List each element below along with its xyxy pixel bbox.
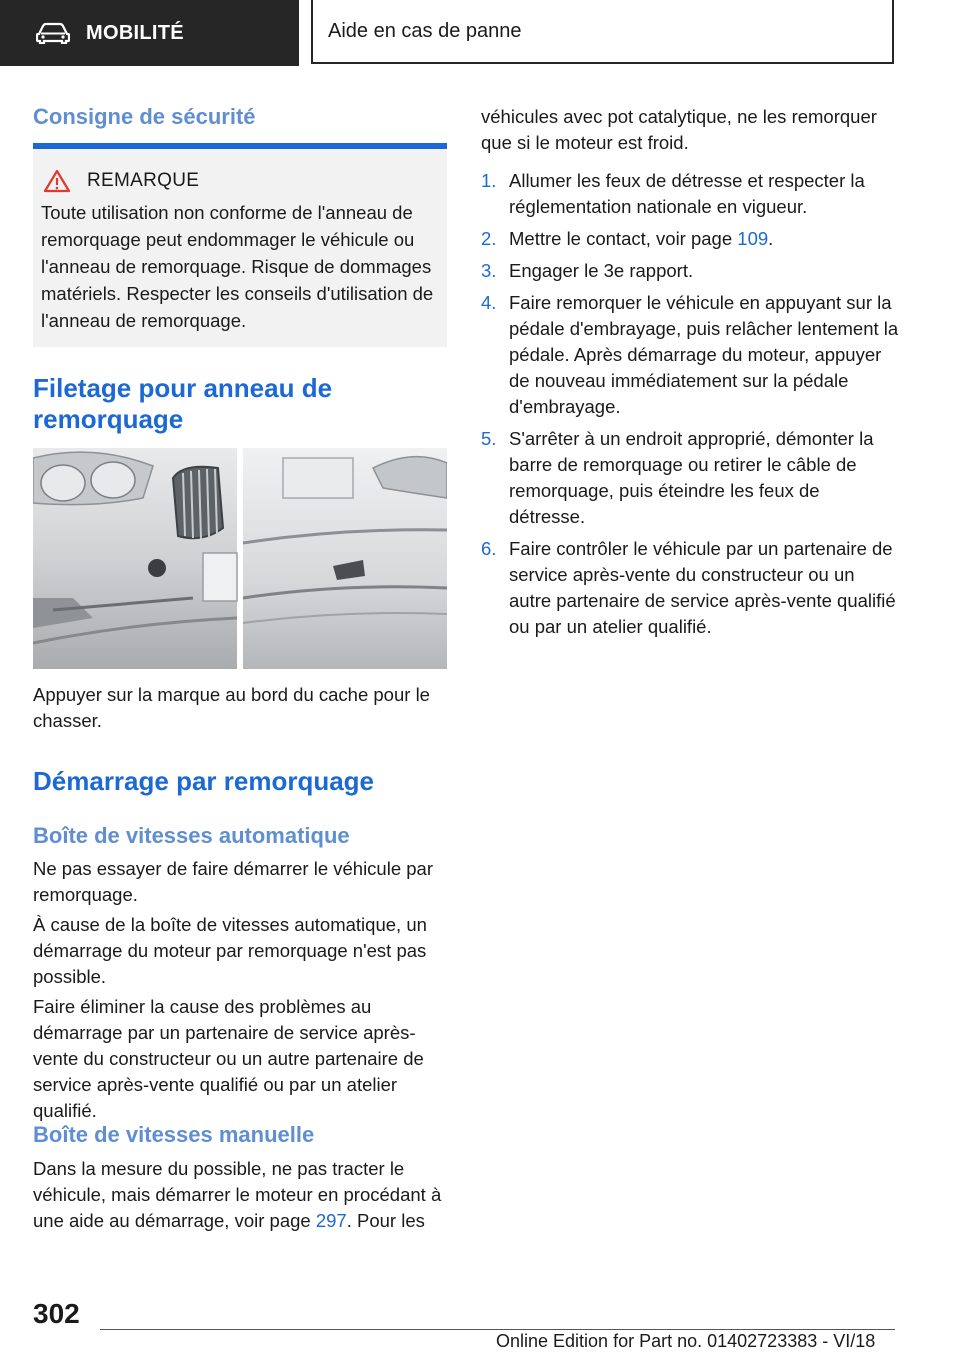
step-number: 2. — [481, 228, 497, 249]
page-number: 302 — [33, 1298, 80, 1329]
step-number: 4. — [481, 292, 497, 313]
footer-divider — [100, 1329, 895, 1330]
step-text: Engager le 3e rapport. — [509, 260, 694, 281]
tow-start-steps — [481, 168, 899, 646]
thread-text: Appuyer sur la marque au bord du cache pour le chasser. — [33, 684, 430, 731]
continued-text: véhicules avec pot catalytique, ne les remorquer que si le moteur est froid. — [481, 106, 877, 153]
step-text: Faire contrôler le véhicule par un partenaire de service après-vente du constructeur ou un autre partenaire de service après-vente qualifié ou par un atelier qualifié. — [509, 538, 896, 637]
page-link-109[interactable]: 109 — [737, 228, 769, 249]
automatic-paragraph-1: Ne pas essayer de faire démarrer le véhicule par remorquage. — [33, 858, 433, 905]
step-item — [481, 290, 899, 420]
section-title: MOBILITÉ — [86, 21, 184, 44]
front-bumper-illustration — [33, 448, 447, 669]
step-number: 3. — [481, 260, 497, 281]
automatic-gearbox-heading: Boîte de vitesses automatique — [33, 823, 350, 848]
step-item — [481, 168, 899, 220]
header-section-tab — [0, 0, 299, 66]
step-text-part: Mettre le contact, voir page — [509, 228, 738, 249]
note-text: Toute utilisation non conforme de l'anneau de remorquage peut endommager le véhicule ou l'anneau de remorquage. Risque de dommages matériels. Respecter les conseils d'utilisation de l'anneau de remorquage. — [41, 202, 434, 331]
step-item — [481, 426, 899, 530]
step-text-end: . — [768, 228, 774, 249]
step-text — [509, 226, 773, 252]
step-number: 5. — [481, 428, 497, 449]
step-item — [481, 258, 899, 284]
step-text: Allumer les feux de détresse et respecter la réglementation nationale en vigueur. — [509, 170, 865, 217]
step-number: 1. — [481, 170, 497, 191]
car-icon — [36, 22, 70, 44]
page-link-297[interactable]: 297 — [315, 1210, 347, 1231]
note-box — [33, 149, 447, 347]
warning-triangle-icon — [43, 169, 71, 193]
step-number: 6. — [481, 538, 497, 559]
step-text: Faire remorquer le véhicule en appuyant sur la pédale d'embrayage, puis relâcher lentement la pédale. Après démarrage du moteur, appuyer de nouveau immédiatement sur la pédale d'embrayage. — [509, 292, 899, 417]
tow-start-heading: Démarrage par remorquage — [33, 766, 375, 796]
automatic-paragraph-3: Faire éliminer la cause des problèmes au démarrage par un partenaire de service après-vente du constructeur ou un autre partenaire de service après-vente qualifié ou par un atelier qualifié. — [33, 996, 424, 1121]
automatic-paragraph-2: À cause de la boîte de vitesses automatique, un démarrage du moteur par remorquage n'est pas possible. — [33, 914, 427, 987]
safety-heading: Consigne de sécurité — [33, 104, 256, 129]
header-chapter-box — [311, 0, 894, 64]
manual-text-end: . Pour les — [346, 1210, 425, 1231]
manual-gearbox-heading: Boîte de vitesses manuelle — [33, 1122, 315, 1147]
step-item — [481, 226, 899, 252]
note-title: REMARQUE — [87, 170, 200, 191]
step-item — [481, 536, 899, 640]
edition-info: Online Edition for Part no. 01402723383 - VI/18 — [496, 1331, 876, 1351]
tow-eye-cover-photo — [33, 448, 447, 669]
thread-heading: Filetage pour anneau de remorquage — [33, 373, 333, 434]
manual-text: Dans la mesure du possible, ne pas tracter le véhicule, mais démarrer le moteur en procédant à une aide au démarrage, voir page — [33, 1158, 442, 1231]
step-text: S'arrêter à un endroit approprié, démonter la barre de remorquage ou retirer le câble de remorquage, puis éteindre les feux de détresse. — [509, 428, 874, 527]
manual-paragraph-1 — [33, 1156, 451, 1234]
chapter-title: Aide en cas de panne — [328, 19, 522, 42]
